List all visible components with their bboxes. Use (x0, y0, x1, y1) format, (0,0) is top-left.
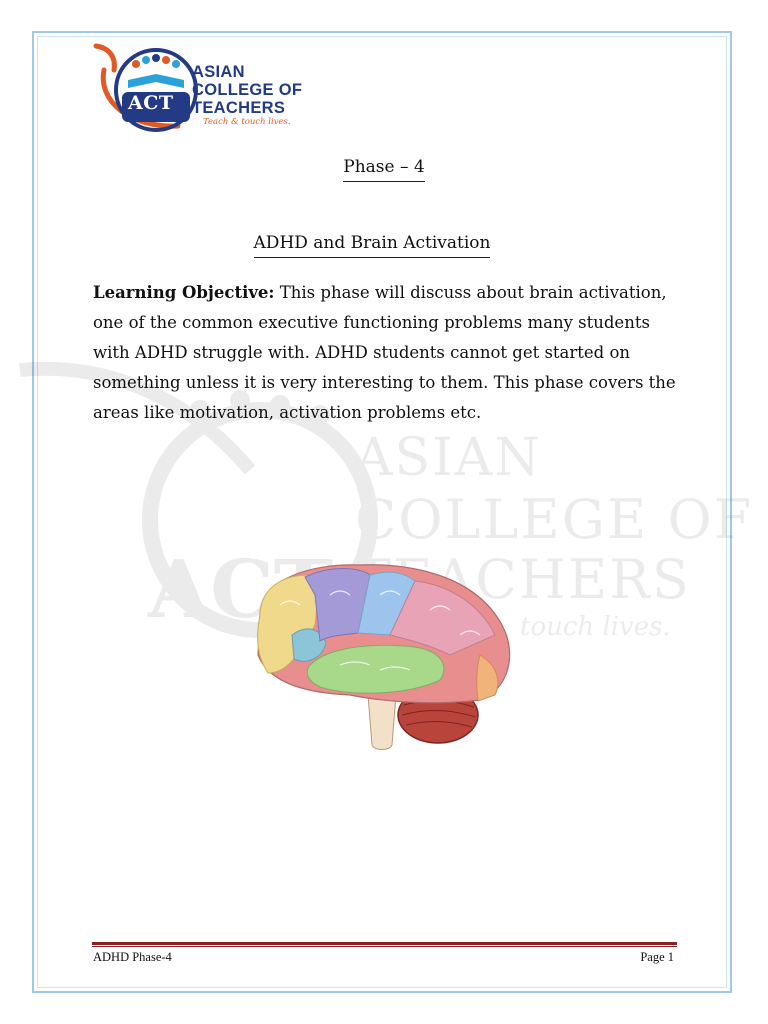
college-logo (88, 40, 328, 132)
watermark-line-2: COLLEGE OF (355, 488, 754, 551)
footer-left-text: ADHD Phase-4 (93, 950, 172, 964)
phase-heading-text: Phase – 4 (343, 157, 424, 182)
document-title-text: ADHD and Brain Activation (254, 233, 491, 258)
logo-org-line-3: TEACHERS (192, 99, 286, 117)
page-number: Page 1 (640, 950, 674, 964)
watermark-line-3: TEACHERS (355, 548, 691, 611)
objective-label: Learning Objective: (93, 283, 275, 302)
footer-rule (92, 942, 677, 947)
logo-org-line-2: COLLEGE OF (192, 81, 303, 99)
brain-icon (240, 555, 520, 755)
brain-illustration (240, 555, 520, 755)
watermark-tagline: touch lives. (520, 612, 671, 642)
logo-org-line-1: ASIAN (192, 63, 245, 81)
phase-heading (0, 157, 768, 182)
logo-mark: ACT (128, 92, 174, 114)
watermark-line-1: ASIAN (355, 428, 542, 488)
learning-objective-paragraph (93, 278, 683, 428)
watermark-mark: ACT (148, 542, 334, 636)
logo-tagline: Teach & touch lives. (203, 117, 291, 127)
objective-text: This phase will discuss about brain activation, one of the common executive functioning problems many students with ADHD struggle with. ADHD students cannot get started on something unless it is very interesting to them. This phase covers the areas like motivation, activation problems etc. (93, 283, 676, 422)
document-title (0, 233, 744, 258)
logo-emblem-icon (88, 40, 198, 132)
